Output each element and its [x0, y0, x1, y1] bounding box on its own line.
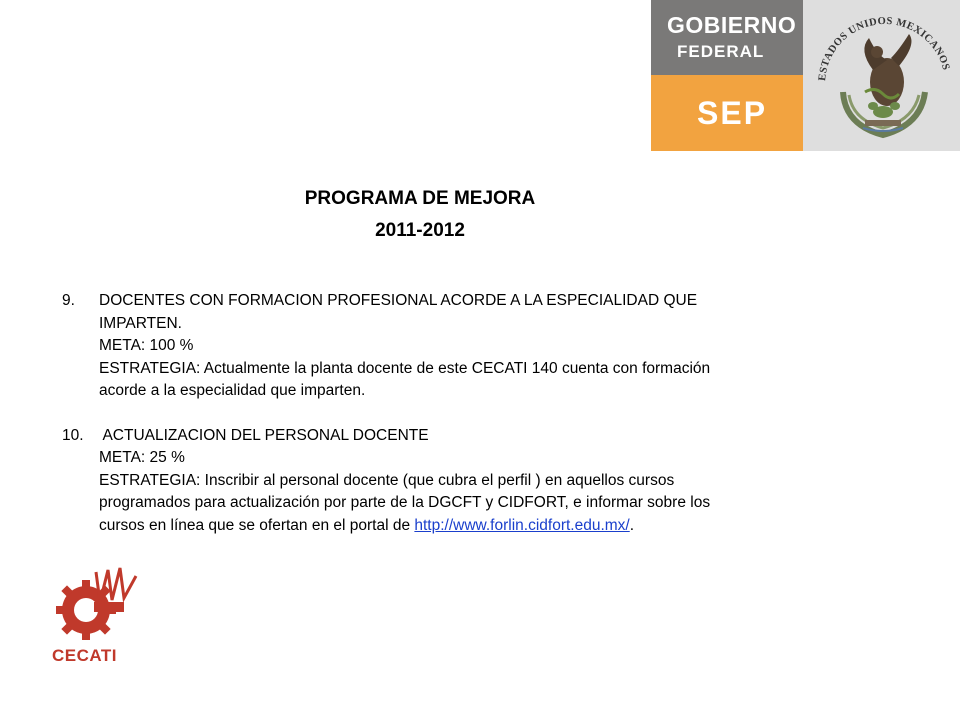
cecati-gear-icon: [48, 562, 144, 646]
strategy-text: cursos en línea que se ofertan en el portal de: [99, 516, 415, 534]
seal-text: ESTADOS UNIDOS MEXICANOS: [817, 15, 952, 82]
item-meta: META: 25 %: [99, 449, 185, 466]
item-heading: DOCENTES CON FORMACION PROFESIONAL ACORDE A LA ESPECIALIDAD QUE: [99, 292, 698, 309]
mexican-seal: [803, 0, 960, 151]
page-subtitle-years: 2011-2012: [375, 220, 465, 241]
item-strategy-cont: programados para actualización por parte de la DGCFT y CIDFORT, e informar sobre los: [99, 494, 711, 511]
gobierno-text: GOBIERNO: [667, 12, 797, 38]
page-title: PROGRAMA DE MEJORA: [304, 188, 536, 209]
item-strategy: ESTRATEGIA: Actualmente la planta docente de este CECATI 140 cuenta con formación: [99, 359, 711, 377]
item-number: 9.: [62, 292, 75, 309]
strategy-period: .: [629, 516, 635, 534]
list-item: [62, 425, 762, 538]
sep-text: SEP: [697, 95, 768, 131]
gobierno-federal-block: [651, 0, 803, 75]
item-strategy-cont: [99, 515, 762, 538]
item-strategy: ESTRATEGIA: Inscribir al personal docente (que cubra el perfil ) en aquellos cursos: [99, 471, 675, 489]
item-number: 10.: [62, 426, 84, 444]
item-heading: ACTUALIZACION DEL PERSONAL DOCENTE: [99, 426, 429, 444]
eagle-seal-icon: [803, 0, 960, 151]
item-meta: META: 100 %: [99, 337, 194, 354]
sep-block: [651, 75, 803, 151]
cecati-logo: [48, 562, 144, 672]
item-strategy-cont: acorde a la especialidad que imparten.: [99, 382, 366, 399]
portal-link[interactable]: http://www.forlin.cidfort.edu.mx/: [414, 516, 630, 534]
improvement-list: [62, 290, 762, 537]
cecati-text: CECATI: [52, 646, 118, 665]
federal-text: FEDERAL: [677, 42, 765, 61]
item-heading-cont: IMPARTEN.: [99, 314, 182, 332]
list-item: [62, 290, 762, 403]
gobierno-federal-sep-logo: [651, 0, 952, 151]
